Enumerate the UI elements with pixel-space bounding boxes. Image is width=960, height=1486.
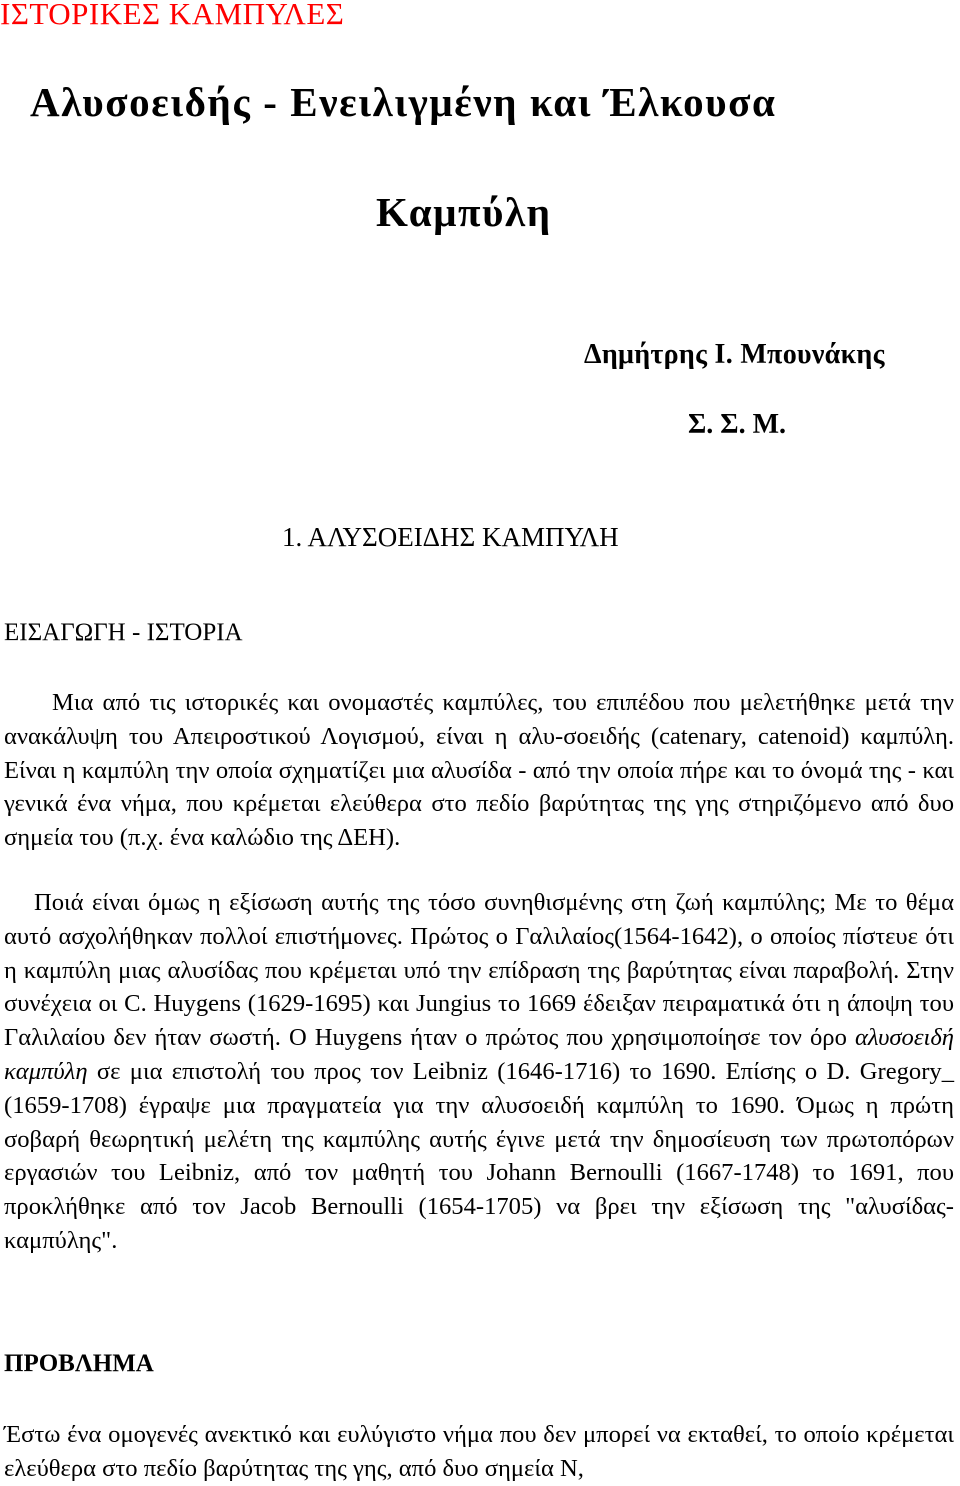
article-title-line1: Αλυσοειδής - Ενειλιγμένη και Έλκουσα [30, 79, 777, 125]
header-title: ΙΣΤΟΡΙΚΕΣ ΚΑΜΠΥΛΕΣ [0, 0, 345, 31]
italic-term: αλυσοειδή καμπύλη [4, 1024, 954, 1085]
section-subheading: ΕΙΣΑΓΩΓΗ - ΙΣΤΟΡΙΑ [4, 619, 243, 646]
author-affiliation: Σ. Σ. Μ. [688, 409, 787, 440]
history-paragraph-part2: σε μια επιστολή του προς τον Leibniz (1646-1716) το 1690. Επίσης ο D. Gregory_ (1659-1708) έγραψε μια πραγματεία για την αλυσοειδή καμπύλη το 1690. Όμως η πρώτη σοβαρή θεωρητική μελέτη της καμπύλης αυτής έγινε μετά την δημοσίευση των πρωτοπόρων εργασιών του Leibniz, από τον μαθητή του Johann Bernoulli (1667-1748) το 1691, που προκλήθηκε από τον Jacob Bernoulli (1654-1705) να βρει την εξίσωση της "αλυσίδας-καμπύλης". [4, 1057, 954, 1254]
intro-paragraph: Μια από τις ιστορικές και ονομαστές καμπύλες, του επιπέδου που μελετήθηκε μετά την ανακάλυψη του Απειροστικού Λογισμού, είναι η αλυ-σοειδής (catenary, catenoid) καμπύλη. Είναι η καμπύλη την οποία σχηματίζει μια αλυσίδα - από την οποία πήρε και το όνομά της - και γενικά ένα νήμα, που κρέμεται ελεύθερα στο πεδίο βαρύτητας της γης στηριζόμενο από δυο σημεία του (π.χ. ένα καλώδιο της ΔΕΗ). [4, 689, 954, 852]
section-heading: 1. ΑΛΥΣΟΕΙΔΗΣ ΚΑΜΠΥΛΗ [282, 522, 619, 552]
author-name: Δημήτρης Ι. Μπουνάκης [584, 339, 885, 370]
problem-paragraph: Έστω ένα ομογενές ανεκτικό και ευλύγιστο νήμα που δεν μπορεί να εκταθεί, το οποίο κρέμεται ελεύθερα στο πεδίο βαρύτητας της γης, από δυο σημεία Ν, [4, 1421, 954, 1482]
article-title-line2: Καμπύλη [376, 189, 552, 235]
problem-heading: ΠΡΟΒΛΗΜΑ [4, 1350, 154, 1377]
history-paragraph-part1: Ποιά είναι όμως η εξίσωση αυτής της τόσο συνηθισμένης στη ζωή καμπύλης; Με το θέμα αυτό ασχολήθηκαν πολλοί επιστήμονες. Πρώτος ο Γαλιλαίος(1564-1642), ο οποίος πίστευε ότι η καμπύλη μιας αλυσίδας που κρέμεται υπό την επίδραση της βαρύτητας είναι παραβολή. Στην συνέχεια οι C. Huygens (1629-1695) και Jungius το 1669 έδειξαν πειραματικά ότι η άποψη του Γαλιλαίου δεν ήταν σωστή. Ο Huygens ήταν ο πρώτος που χρησιμοποίησε τον όρο [4, 889, 954, 1052]
history-paragraph [4, 886, 954, 1258]
